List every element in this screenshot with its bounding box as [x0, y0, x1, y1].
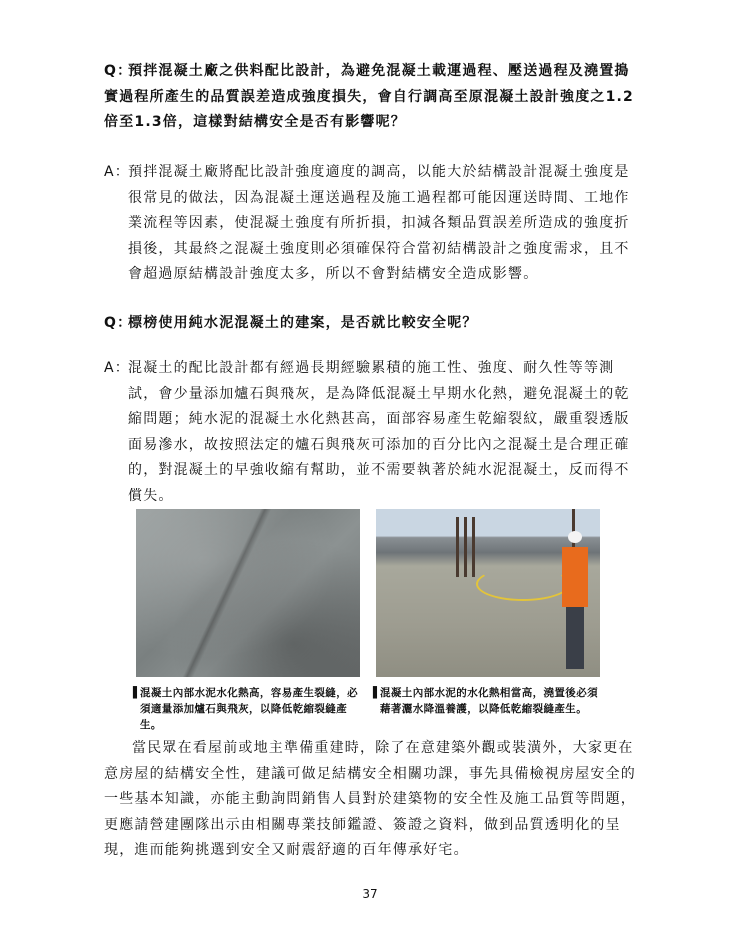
- question-label: Q：: [104, 63, 133, 79]
- photo-caption-right: ▌ 混凝土內部水泥的水化熱相當高，澆置後必須藉著灑水降溫養護，以降低乾縮裂縫產生。: [380, 685, 608, 717]
- safety-vest: [562, 547, 588, 607]
- answer-2: [104, 356, 636, 509]
- rebar: [472, 517, 475, 577]
- worker-figure: [560, 531, 590, 669]
- helmet: [568, 531, 582, 543]
- answer-label: A：: [104, 360, 130, 376]
- question-2: [104, 311, 636, 337]
- page-number: 37: [362, 887, 378, 901]
- concrete-crack: [156, 509, 296, 677]
- question-1: [104, 59, 636, 136]
- photo-caption-left: ▌ 混凝土內部水泥水化熱高，容易產生裂縫，必須適量添加爐石與飛灰，以降低乾縮裂縫產生。: [140, 685, 368, 733]
- rebar: [464, 517, 467, 577]
- closing-paragraph: 當民眾在看屋前或地主準備重建時，除了在意建築外觀或裝潢外，大家更在意房屋的結構安全性，建議可做足結構安全相關功課，事先具備檢視房屋安全的一些基本知識，亦能主動詢問銷售人員對於建築物的安全性及施工品質等問題，更應請營建團隊出示由相關專業技師鑑證、簽證之資料，做到品質透明化的呈現，進而能夠挑選到安全又耐震舒適的百年傳承好宅。: [104, 740, 636, 858]
- concrete-surface-photo: [136, 509, 360, 677]
- worker-legs: [566, 607, 584, 669]
- answer-text: 預拌混凝土廠將配比設計強度適度的調高，以能大於結構設計混凝土強度是很常見的做法，因為混凝土運送過程及施工過程都可能因運送時間、工地作業流程等因素，使混凝土強度有所折損，扣減各類品質誤差所造成的強度折損後，其最終之混凝土強度則必須確保符合當初結構設計之強度需求，且不會超過原結構設計強度太多，所以不會對結構安全造成影響。: [128, 164, 630, 282]
- answer-text: 混凝土的配比設計都有經過長期經驗累積的施工性、強度、耐久性等等測試，會少量添加爐石與飛灰，是為降低混凝土早期水化熱，避免混凝土的乾縮問題；純水泥的混凝土水化熱甚高，面部容易產生乾縮裂紋，嚴重裂透版面易滲水，故按照法定的爐石與飛灰可添加的百分比內之混凝土是合理正確的，對混凝土的早強收縮有幫助，並不需要執著於純水泥混凝土，反而得不償失。: [128, 360, 630, 504]
- question-text: 預拌混凝土廠之供料配比設計，為避免混凝土載運過程、壓送過程及澆置搗實過程所產生的品質誤差造成強度損失，會自行調高至原混凝土設計強度之1.2倍至1.3倍，這樣對結構安全是否有影響呢？: [104, 63, 634, 130]
- concrete-curing-photo: [376, 509, 600, 677]
- rebar: [456, 517, 459, 577]
- answer-label: A：: [104, 164, 130, 180]
- question-label: Q：: [104, 315, 133, 331]
- water-hose: [476, 567, 570, 601]
- question-text: 標榜使用純水泥混凝土的建案，是否就比較安全呢？: [128, 315, 478, 331]
- answer-1: [104, 160, 636, 288]
